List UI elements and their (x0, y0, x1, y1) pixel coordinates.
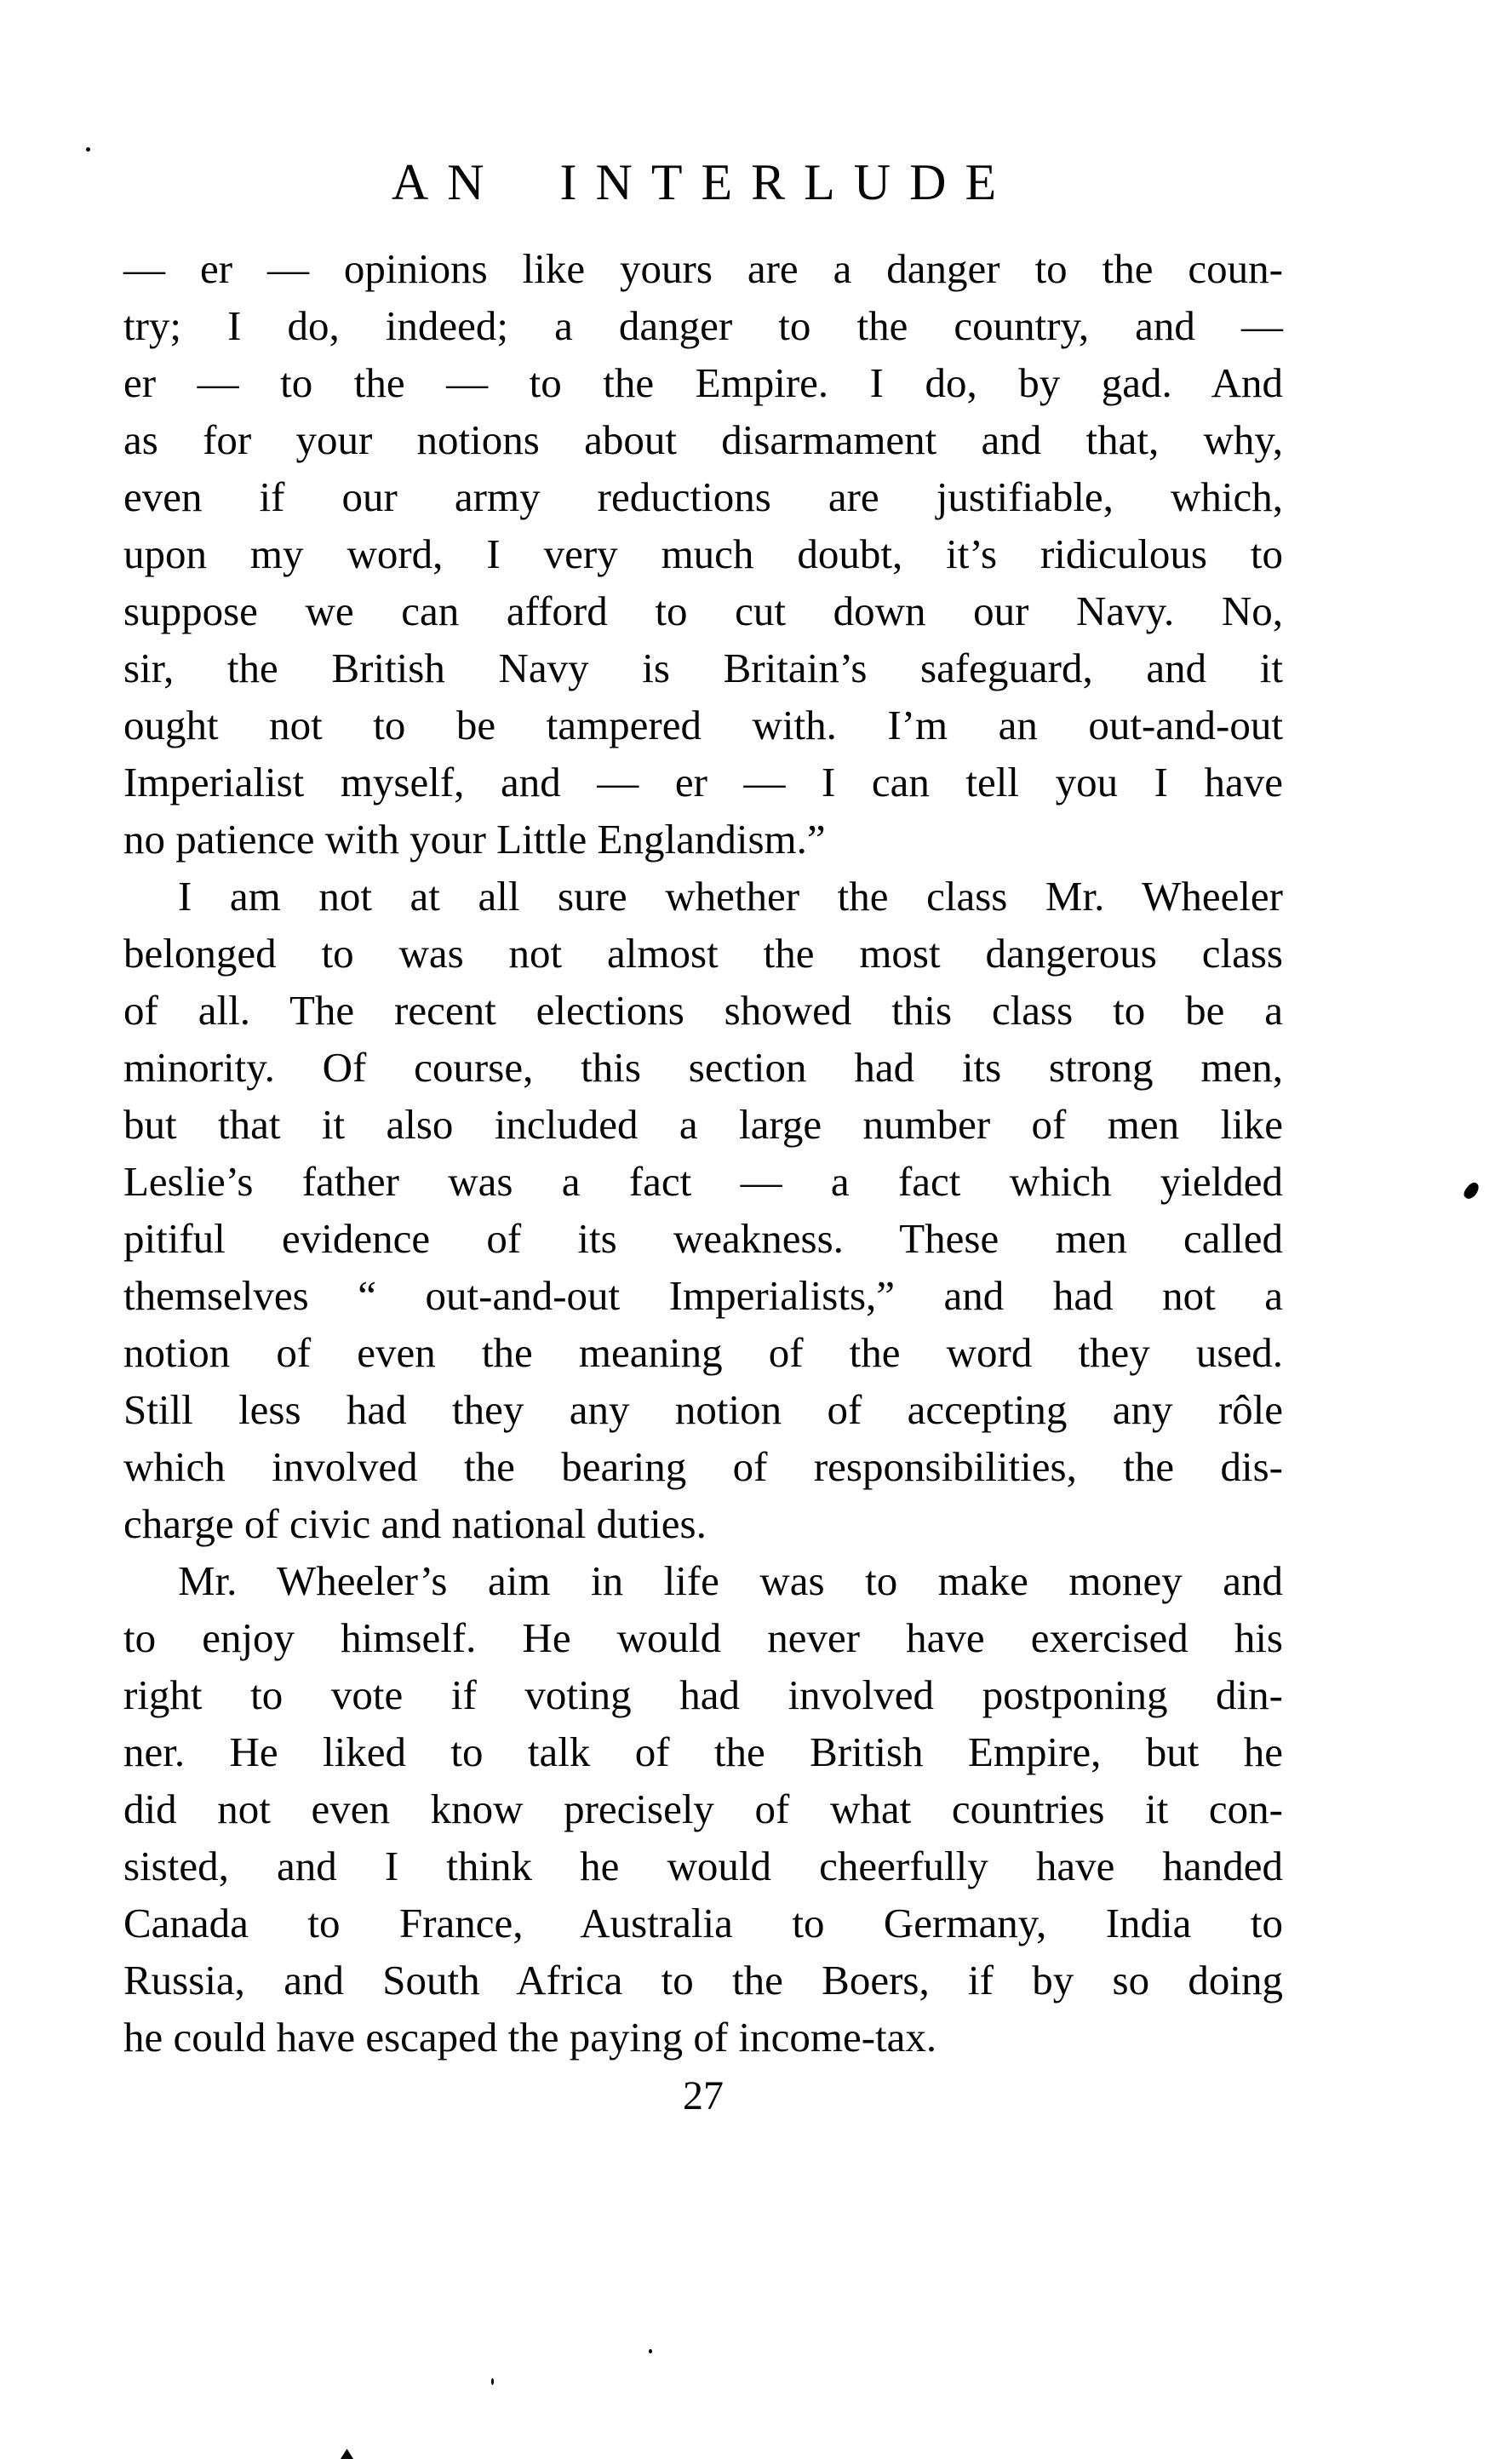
text-line: which involved the bearing of responsibilities, the dis- (123, 1443, 1283, 1490)
text-line: Leslie’s father was a fact — a fact which yielded (123, 1158, 1283, 1205)
text-line: he could have escaped the paying of income-tax. (123, 2014, 937, 2061)
text-line: no patience with your Little Englandism.” (123, 816, 826, 863)
ink-speck (649, 2349, 652, 2353)
page-title: AN INTERLUDE (391, 154, 1016, 210)
ink-speck (341, 2449, 353, 2459)
text-line: as for your notions about disarmament and that, why, (123, 416, 1283, 463)
text-line: right to vote if voting had involved postponing din- (123, 1671, 1283, 1718)
text-line: I am not at all sure whether the class Mr. Wheeler (178, 873, 1283, 920)
text-line: pitiful evidence of its weakness. These men called (123, 1215, 1283, 1262)
text-line: — er — opinions like yours are a danger to the coun- (123, 245, 1283, 292)
text-line: Russia, and South Africa to the Boers, if by so doing (123, 1957, 1283, 2003)
text-line: ner. He liked to talk of the British Empire, but he (123, 1728, 1283, 1775)
text-line: Still less had they any notion of accepting any rôle (123, 1386, 1283, 1433)
text-line: minority. Of course, this section had its strong men, (123, 1044, 1283, 1091)
text-line: even if our army reductions are justifiable, which, (123, 473, 1283, 520)
text-line: belonged to was not almost the most dangerous class (123, 930, 1283, 977)
ink-speck (86, 147, 90, 152)
text-line: but that it also included a large number of men like (123, 1101, 1283, 1148)
text-line: er — to the — to the Empire. I do, by gad. And (123, 359, 1283, 406)
ink-speck (491, 2378, 494, 2385)
text-line: suppose we can afford to cut down our Navy. No, (123, 588, 1283, 634)
text-line: sisted, and I think he would cheerfully have handed (123, 1843, 1283, 1889)
text-line: Mr. Wheeler’s aim in life was to make money and (178, 1557, 1283, 1604)
text-line: upon my word, I very much doubt, it’s ridiculous to (123, 530, 1283, 577)
text-line: notion of even the meaning of the word they used. (123, 1329, 1283, 1376)
text-line: did not even know precisely of what countries it con- (123, 1785, 1283, 1832)
text-line: sir, the British Navy is Britain’s safeguard, and it (123, 645, 1283, 691)
text-line: to enjoy himself. He would never have exercised his (123, 1614, 1283, 1661)
ink-speck (1462, 1180, 1481, 1201)
text-line: charge of civic and national duties. (123, 1500, 707, 1547)
text-line: Imperialist myself, and — er — I can tell you I have (123, 759, 1283, 805)
text-block (123, 240, 1283, 2066)
text-line: Canada to France, Australia to Germany, India to (123, 1900, 1283, 1946)
text-line: of all. The recent elections showed this class to be a (123, 987, 1283, 1034)
text-line: ought not to be tampered with. I’m an out-and-out (123, 702, 1283, 748)
text-line: try; I do, indeed; a danger to the country, and — (123, 302, 1283, 349)
page-number: 27 (683, 2073, 724, 2118)
text-line: themselves “ out-and-out Imperialists,” and had not a (123, 1272, 1283, 1319)
